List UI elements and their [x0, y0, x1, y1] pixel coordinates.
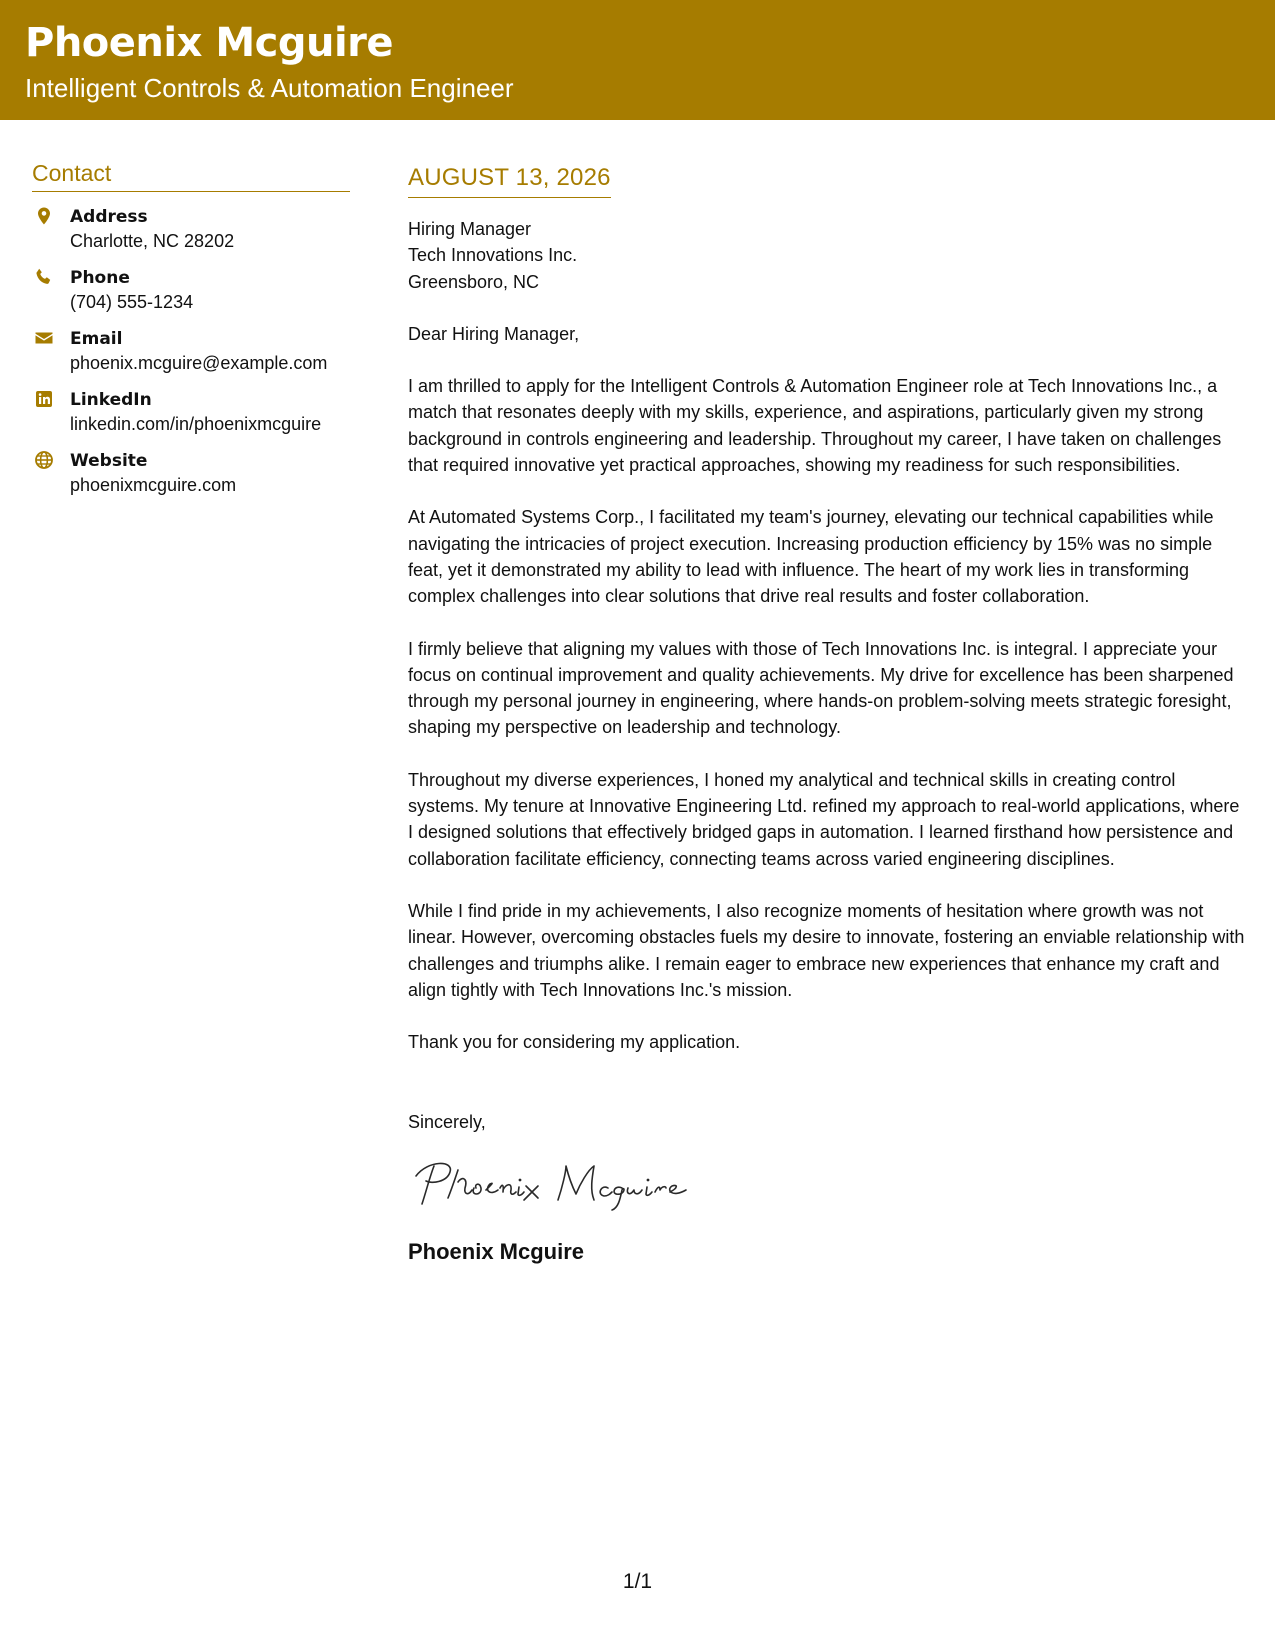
letter-paragraph: Throughout my diverse experiences, I honed my analytical and technical skills in creating control systems. My tenure at Innovative Engineering Ltd. refined my approach to real-world applications, where I designed solutions that effectively bridged gaps in automation. I learned firsthand how persistence and collaboration facilitate efficiency, connecting teams across varied engineering disciplines. [408, 769, 1240, 869]
recipient-line: Tech Innovations Inc. [408, 245, 578, 266]
contact-label: Phone [70, 268, 130, 288]
letter-body [408, 164, 1248, 1265]
signoff: Sincerely, [408, 1112, 486, 1133]
contact-sidebar [32, 160, 352, 497]
salutation: Dear Hiring Manager, [408, 323, 580, 344]
recipient-block [408, 216, 1248, 295]
phone-icon [34, 267, 54, 287]
contact-address [32, 205, 352, 253]
contact-value: Charlotte, NC 28202 [70, 231, 235, 251]
contact-label: Email [70, 329, 123, 349]
recipient-line: Greensboro, NC [408, 271, 540, 292]
contact-phone [32, 266, 352, 314]
contact-linkedin [32, 388, 352, 436]
letter-date: AUGUST 13, 2026 [408, 164, 611, 198]
contact-value: linkedin.com/in/phoenixmcguire [70, 414, 322, 434]
handwritten-signature [408, 1154, 698, 1214]
recipient-line: Hiring Manager [408, 219, 532, 239]
envelope-icon [34, 328, 54, 348]
globe-icon [34, 450, 54, 470]
applicant-name: Phoenix Mcguire [25, 20, 394, 66]
contact-label: LinkedIn [70, 390, 152, 410]
letter-paragraph: While I find pride in my achievements, I also recognize moments of hesitation where growth was not linear. However, overcoming obstacles fuels my desire to innovate, fostering an enviable relationship with challenges and triumphs alike. I remain eager to embrace new experiences that enhance my craft and align tightly with Tech Innovations Inc.'s mission. [408, 900, 1245, 1000]
map-pin-icon [34, 206, 54, 226]
linkedin-icon [34, 389, 54, 409]
header-banner [0, 0, 1275, 120]
letter-paragraph: At Automated Systems Corp., I facilitated my team's journey, elevating our technical capabilities while navigating the intricacies of project execution. Increasing production efficiency by 15% was no simple feat, yet it demonstrated my ability to lead with influence. The heart of my work lies in transforming complex challenges into clear solutions that drive real results and foster collaboration. [408, 507, 1214, 607]
letter-paragraph: I am thrilled to apply for the Intelligent Controls & Automation Engineer role at Tech Innovations Inc., a match that resonates deeply with my skills, experience, and aspirations, particularly given my strong background in controls engineering and leadership. Throughout my career, I have taken on challenges that required innovative yet practical approaches, showing my readiness for such responsibilities. [408, 376, 1222, 476]
contact-label: Address [70, 207, 148, 227]
contact-label: Website [70, 451, 148, 471]
contact-value: (704) 555-1234 [70, 292, 194, 312]
contact-value: phoenix.mcguire@example.com [70, 353, 328, 373]
closing-line: Thank you for considering my application. [408, 1032, 741, 1053]
contact-section-title: Contact [32, 160, 350, 192]
contact-email [32, 327, 352, 375]
contact-website [32, 449, 352, 497]
applicant-role: Intelligent Controls & Automation Engineer [25, 73, 514, 103]
contact-value: phoenixmcguire.com [70, 475, 237, 495]
page-number: 1/1 [622, 1570, 653, 1593]
letter-paragraph: I firmly believe that aligning my values with those of Tech Innovations Inc. is integral. I appreciate your focus on continual improvement and quality achievements. My drive for excellence has been sharpened through my personal journey in engineering, where hands-on problem-solving meets strategic foresight, shaping my perspective on leadership and technology. [408, 638, 1234, 738]
signer-name: Phoenix Mcguire [408, 1238, 585, 1264]
